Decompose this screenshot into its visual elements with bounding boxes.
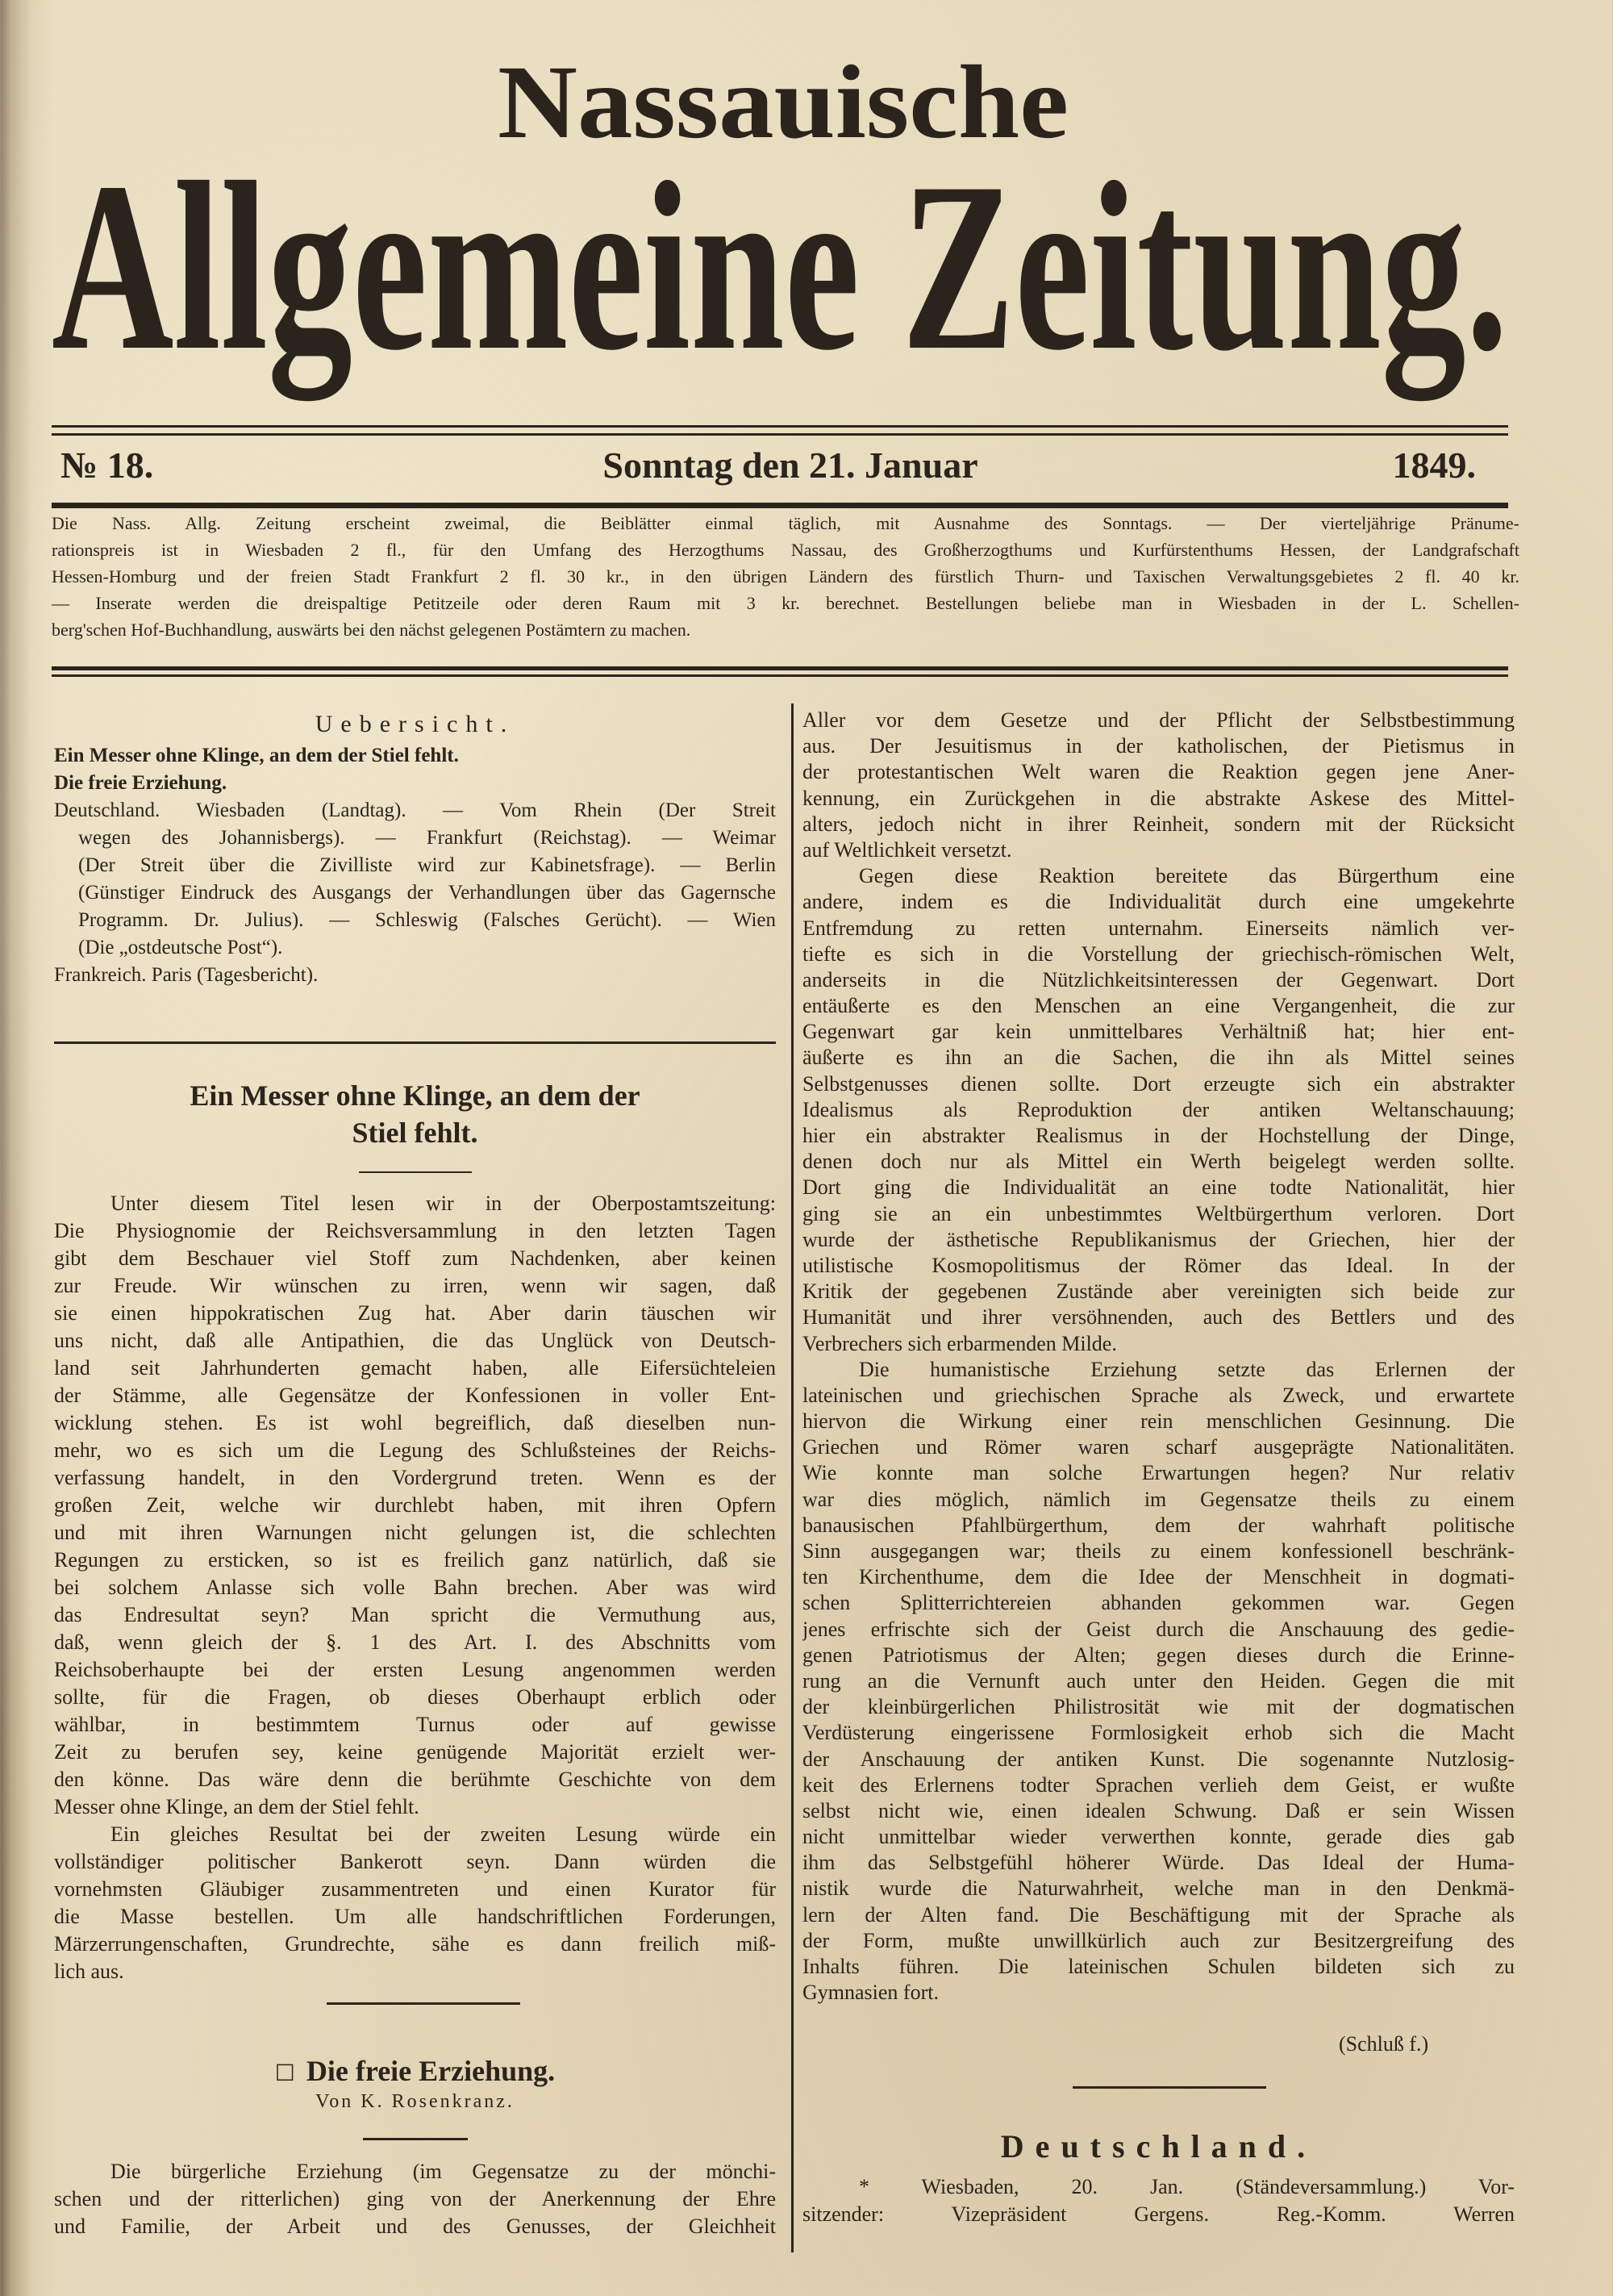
overview-heading: Uebersicht.: [315, 711, 515, 737]
text-line: und Familie, der Arbeit und des Genusses, der Gleichheit: [54, 2215, 776, 2238]
text-line: Entfremdung zu retten unternahm. Einerseits nämlich ver-: [802, 916, 1515, 940]
text-line: ten Kirchenthume, dem die Idee der Menschheit in dogmati-: [802, 1565, 1515, 1589]
info-line: — Inserate werden die dreispaltige Petitzeile oder deren Raum mit 3 kr. berechnet. Bestellungen beliebe man in Wiesbaden in der L. Schellen-: [52, 593, 1519, 613]
masthead-title-top: Nassauische: [498, 44, 1069, 161]
text-line: * Wiesbaden, 20. Jan. (Ständeversammlung.) Vor-: [859, 2175, 1515, 2198]
info-rule-top: [52, 666, 1508, 670]
overview-item: Die freie Erziehung.: [54, 772, 227, 794]
text-line: selbst nicht wie, einen idealen Schwung. Daß er sein Wissen: [802, 1798, 1515, 1822]
text-line: banausischen Pfahlbürgerthum, dem der wahrhaft politische: [802, 1513, 1515, 1537]
text-line: jenes erfrischte sich der Geist durch die Anschauung des gedie-: [802, 1617, 1515, 1641]
article1-body: [54, 1190, 776, 1985]
text-line: der Anschauung der antiken Kunst. Die sogenannte Nutzlosig-: [802, 1747, 1515, 1771]
text-line: wurde der ästhetische Republikanismus der Griechen, hier der: [802, 1227, 1515, 1251]
text-line: Verbrechers sich erbarmenden Milde.: [802, 1331, 1117, 1355]
article2-body: [54, 2158, 776, 2240]
text-line: ihm das Selbstgefühl höherer Würde. Das Ideal der Huma-: [802, 1851, 1515, 1875]
issue-date: Sonntag den 21. Januar: [602, 445, 978, 486]
masthead-title-main: Allgemeine Zeitung.: [52, 132, 1508, 400]
article2-title-row: [54, 2053, 776, 2092]
text-line: Selbstgenusses dienen sollte. Dort erzeugte sich ein abstrakter: [802, 1071, 1515, 1096]
text-line: Die Physiognomie der Reichsversammlung in den letzten Tagen: [54, 1219, 776, 1242]
text-line: nistik wurde die Naturwahrheit, welche man in den Denkmä-: [802, 1876, 1515, 1901]
text-line: wicklung stehen. Es ist wohl begreiflich, daß dieselben nun-: [54, 1411, 776, 1434]
text-line: gibt dem Beschauer viel Stoff zum Nachdenken, aber keinen: [54, 1246, 776, 1270]
text-line: mehr, wo es sich um die Legung des Schlußsteines der Reichs-: [54, 1438, 776, 1462]
column-divider: [791, 703, 794, 2252]
text-line: Die humanistische Erziehung setzte das Erlernen der: [859, 1357, 1515, 1381]
text-line: Verdüsterung eingerissene Formlosigkeit erhob sich die Macht: [802, 1721, 1515, 1745]
text-line: daß, wenn gleich der §. 1 des Art. I. des Abschnitts vom: [54, 1630, 776, 1654]
masthead-title-main-box: [52, 132, 1508, 400]
overview-item: Programm. Dr. Julius). — Schleswig (Falsches Gerücht). — Wien: [78, 909, 776, 931]
text-line: und mit ihren Warnungen nicht gelungen ist, die schlechten: [54, 1521, 776, 1544]
text-line: das Endresultat seyn? Man spricht die Vermuthung aus,: [54, 1603, 776, 1626]
text-line: Humanität und ihrer versöhnenden, auch des Bettlers und des: [802, 1305, 1515, 1330]
text-line: lich aus.: [54, 1960, 124, 1983]
text-line: alters, jedoch nicht in ihrer Reinheit, sondern mit der Rücksicht: [802, 812, 1515, 836]
article2-author: Von K. Rosenkranz.: [315, 2091, 515, 2112]
article1-title: [54, 1077, 776, 1151]
article-separator: [327, 2002, 520, 2005]
overview-item: (Günstiger Eindruck des Ausgangs der Verhandlungen über das Gagernsche: [78, 882, 776, 904]
text-line: kennung, ein Zurückgehen in die abstrakte Askese des Mittel-: [802, 786, 1515, 810]
info-rule-bottom: [52, 674, 1508, 677]
text-line: sollte, für die Fragen, ob dieses Oberhaupt erblich oder: [54, 1685, 776, 1709]
germany-body: [802, 2173, 1515, 2228]
text-line: verfassung handelt, in den Vordergrund treten. Wenn es der: [54, 1466, 776, 1489]
text-line: zur Freude. Wir wünschen zu irren, wenn wir sagen, daß: [54, 1274, 776, 1297]
overview-item: Ein Messer ohne Klinge, an dem der Stiel fehlt.: [54, 745, 459, 766]
issue-year: 1849.: [1392, 445, 1476, 486]
info-line: berg'schen Hof-Buchhandlung, auswärts bei den nächst gelegenen Postämtern zu machen.: [52, 620, 691, 640]
continued-note: (Schluß f.): [1339, 2032, 1429, 2056]
hand-pointer-icon: ☐: [274, 2061, 295, 2086]
text-line: Dort ging die Individualität an eine todte Nationalität, hier: [802, 1175, 1515, 1200]
text-line: der protestantischen Welt waren die Reaktion gegen jene Aner-: [802, 760, 1515, 784]
text-line: utilistische Kosmopolitismus der Römer das Ideal. In der: [802, 1253, 1515, 1277]
text-line: genen Patriotismus der Alten; gegen dieses durch die Erinne-: [802, 1643, 1515, 1667]
overview-item: wegen des Johannisbergs). — Frankfurt (Reichstag). — Weimar: [78, 827, 776, 849]
text-line: land seit Jahrhunderten gemacht haben, alle Eifersüchteleien: [54, 1356, 776, 1380]
text-line: Wie konnte man solche Erwartungen hegen? Nur relativ: [802, 1461, 1515, 1485]
text-line: aus. Der Jesuitismus in der katholischen, der Pietismus in: [802, 734, 1515, 758]
issue-number: № 18.: [60, 445, 154, 486]
text-line: keit des Erlernens todter Sprachen verlieh dem Geist, er wußte: [802, 1772, 1515, 1797]
thick-rule: [52, 503, 1508, 508]
text-line: anderseits in die Nützlichkeitsinteressen der Gegenwart. Dort: [802, 967, 1515, 991]
text-line: vollständiger politischer Bankerott seyn. Dann würden die: [54, 1850, 776, 1873]
text-line: die Masse bestellen. Um alle handschriftlichen Forderungen,: [54, 1905, 776, 1928]
text-line: entäußerte es den Menschen an eine Vergangenheit, die zur: [802, 994, 1515, 1018]
section-heading-deutschland: Deutschland.: [1000, 2128, 1317, 2165]
text-line: Idealismus als Reproduktion der antiken Weltanschauung;: [802, 1097, 1515, 1121]
text-line: der Stämme, alle Gegensätze der Konfessionen in voller Ent-: [54, 1384, 776, 1407]
text-line: Zeit zu berufen sey, keine genügende Majorität erzielt wer-: [54, 1740, 776, 1764]
section-rule: [54, 1042, 776, 1044]
text-line: Märzerrungenschaften, Grundrechte, sähe es dann freilich miß-: [54, 1932, 776, 1956]
text-line: schen und der ritterlichen) ging von der Anerkennung der Ehre: [54, 2187, 776, 2210]
text-line: Messer ohne Klinge, an dem der Stiel fehlt.: [54, 1795, 419, 1818]
text-line: war dies möglich, nämlich im Gegensatze theils zu einem: [802, 1487, 1515, 1511]
text-line: tiefte es sich in die Vorstellung der griechisch-römischen Welt,: [802, 941, 1515, 966]
text-line: Inhalts führen. Die lateinischen Schulen bildeten sich zu: [802, 1955, 1515, 1978]
info-line: rationspreis ist in Wiesbaden 2 fl., für den Umfang des Herzogthums Nassau, des Großherzogthums und Kurfürstenthums Hessen, der Landgrafschaft: [52, 540, 1519, 560]
text-line: nicht unmittelbar wieder verwerthen konnte, gerade dies gab: [802, 1825, 1515, 1849]
text-line: bei solchem Anlasse sich volle Bahn brechen. Aber was wird: [54, 1576, 776, 1599]
author-rule: [363, 2138, 468, 2140]
text-line: Gegen diese Reaktion bereitete das Bürgerthum eine: [859, 864, 1515, 888]
article2-title: Die freie Erziehung.: [306, 2055, 556, 2087]
article1-title-line1: Ein Messer ohne Klinge, an dem der: [190, 1079, 640, 1112]
text-line: denen doch nur als Mittel ein Werth beigelegt werden sollte.: [802, 1150, 1515, 1174]
text-line: den könne. Das wäre denn die berühmte Geschichte von dem: [54, 1768, 776, 1791]
text-line: ging sie an ein unbestimmtes Weltbürgerthum verloren. Dort: [802, 1201, 1515, 1225]
text-line: der kleinbürgerlichen Philistrosität wie mit der dogmatischen: [802, 1695, 1515, 1719]
overview-item: (Der Streit über die Zivilliste wird zur Kabinetsfrage). — Berlin: [78, 854, 776, 876]
text-line: rung an die Vernunft auch unter den Heiden. Gegen die mit: [802, 1668, 1515, 1693]
overview-item: (Die „ostdeutsche Post“).: [78, 937, 283, 958]
text-line: vornehmsten Gläubiger zusammentreten und einen Kurator für: [54, 1877, 776, 1901]
text-line: großen Zeit, welche wir durchlebt haben, mit ihren Opfern: [54, 1493, 776, 1517]
text-line: sitzender: Vizepräsident Gergens. Reg.-Komm. Werren: [802, 2202, 1515, 2226]
text-line: Griechen und Römer waren scharf ausgeprägte Nationalitäten.: [802, 1435, 1515, 1459]
text-line: auf Weltlichkeit versetzt.: [802, 837, 1012, 862]
overview-section: [54, 708, 776, 989]
article1-title-line2: Stiel fehlt.: [352, 1117, 478, 1149]
info-line: Hessen-Homburg und der freien Stadt Frankfurt 2 fl. 30 kr., in den übrigen Ländern des fürstlich Thurn- und Taxischen Verwaltungsgebietes 2 fl. 40 kr.: [52, 566, 1519, 587]
text-line: Gymnasien fort.: [802, 1981, 939, 2005]
text-line: Gegenwart gar kein unmittelbares Verhältniß hat; hier ent-: [802, 1020, 1515, 1044]
text-line: uns nicht, daß alle Antipathien, die das Unglück von Deutsch-: [54, 1329, 776, 1352]
text-line: wählbar, in bestimmtem Turnus oder auf gewisse: [54, 1713, 776, 1736]
text-line: Reichsoberhaupte bei der ersten Lesung angenommen werden: [54, 1658, 776, 1681]
text-line: Kritik der gegebenen Zustände aber vereinigten sich beide zur: [802, 1279, 1515, 1304]
text-line: Sinn ausgegangen war; theils zu einem konfessionell beschränk-: [802, 1539, 1515, 1563]
info-line: Die Nass. Allg. Zeitung erscheint zweimal, die Beiblätter einmal täglich, mit Ausnahme des Sonntags. — Der vierteljährige Pränume-: [52, 513, 1519, 533]
article-separator-right: [1073, 2086, 1266, 2089]
text-line: Ein gleiches Resultat bei der zweiten Lesung würde ein: [110, 1822, 776, 1846]
overview-item: Frankreich. Paris (Tagesbericht).: [54, 964, 319, 986]
double-rule-top: [52, 425, 1508, 428]
text-line: sie einen hippokratischen Zug hat. Aber darin täuschen wir: [54, 1301, 776, 1325]
text-line: hiervon die Wirkung einer rein menschlichen Gesinnung. Die: [802, 1409, 1515, 1434]
title-rule: [359, 1171, 472, 1173]
text-line: Aller vor dem Gesetze und der Pflicht der Selbstbestimmung: [802, 708, 1515, 732]
text-line: Unter diesem Titel lesen wir in der Oberpostamtszeitung:: [110, 1192, 776, 1215]
subscription-info: [52, 510, 1519, 643]
overview-item: Deutschland. Wiesbaden (Landtag). — Vom Rhein (Der Streit: [54, 799, 776, 821]
text-line: lateinischen und griechischen Sprache als Zweck, und erwartete: [802, 1383, 1515, 1407]
article2-continued: [802, 708, 1515, 2006]
text-line: hier ein abstrakter Realismus in der Hochstellung der Dinge,: [802, 1124, 1515, 1147]
text-line: schen Splitterrichtereien abhanden gekommen war. Gegen: [802, 1591, 1515, 1615]
text-line: Regungen zu ersticken, so ist es freilich ganz natürlich, daß sie: [54, 1548, 776, 1572]
text-line: äußerte es ihn an die Sachen, die ihn als Mittel seines: [802, 1046, 1515, 1070]
text-line: Die bürgerliche Erziehung (im Gegensatze zu der mönchi-: [110, 2160, 776, 2183]
text-line: andere, indem es die Individualität durch eine umgekehrte: [802, 890, 1515, 914]
double-rule-bottom: [52, 433, 1508, 436]
text-line: lern der Alten fand. Die Beschäftigung mit der Sprache als: [802, 1902, 1515, 1927]
text-line: der Form, mußte unwillkürlich auch zur Besitzergreifung des: [802, 1928, 1515, 1952]
